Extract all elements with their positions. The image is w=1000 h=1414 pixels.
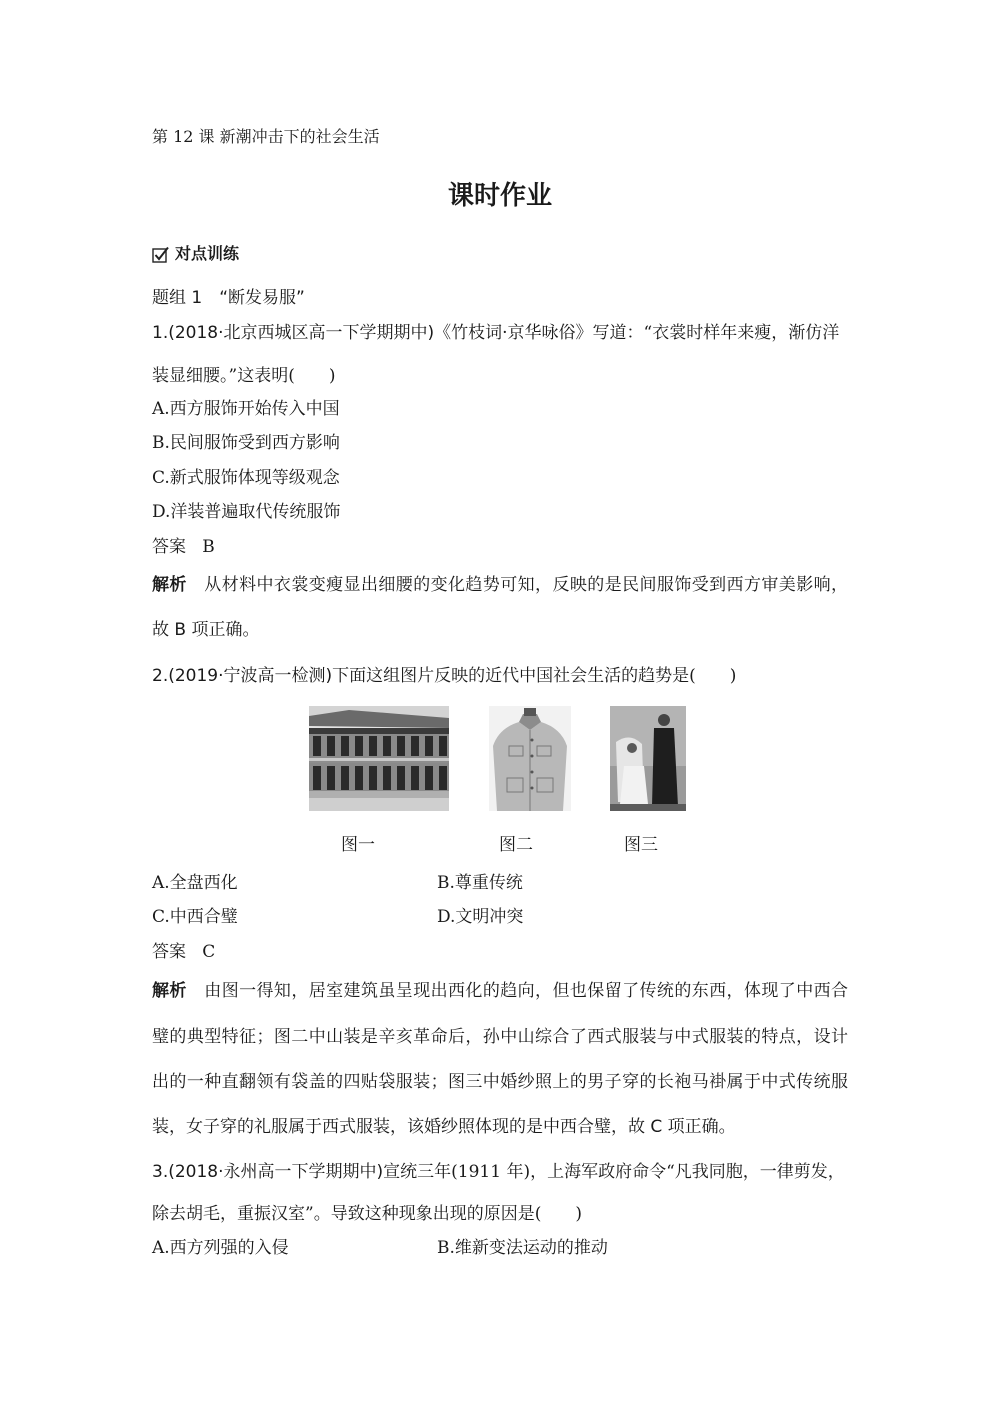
q3-option-b: B.维新变法运动的推动 <box>437 1238 608 1258</box>
q1-answer-value: B <box>202 537 215 557</box>
q1-stem-line2: 装显细腰。”这表明( ) <box>152 366 336 386</box>
q1-option-a: A.西方服饰开始传入中国 <box>152 399 340 419</box>
wedding-photo <box>610 706 686 811</box>
page-title: 课时作业 <box>447 181 552 211</box>
q3-stem-a: 宣统三年(1911 年)，上海军政府命令“凡我同胞，一律剪发， <box>383 1162 845 1182</box>
q2-option-c: C.中西合璧 <box>152 907 238 927</box>
q1-analysis-line2: 故 B 项正确。 <box>152 620 260 640</box>
q2-analysis-line1 <box>152 981 848 1001</box>
q2-stem <box>152 666 736 686</box>
q2-answer <box>152 942 215 962</box>
q1-source: 1.(2018·北京西城区高一下学期期中) <box>152 323 435 343</box>
section-label: 对点训练 <box>175 244 240 263</box>
q1-option-d: D.洋装普遍取代传统服饰 <box>152 502 341 522</box>
checkbox-icon <box>152 246 169 263</box>
q1-option-c: C.新式服饰体现等级观念 <box>152 468 340 488</box>
q1-option-b: B.民间服饰受到西方影响 <box>152 433 340 453</box>
q1-answer <box>152 537 215 557</box>
q2-analysis-line4: 装，女子穿的礼服属于西式服装，该婚纱照体现的是中西合璧，故 C 项正确。 <box>152 1117 736 1137</box>
zhongshan-suit-photo <box>489 706 571 811</box>
q2-option-b: B.尊重传统 <box>437 873 523 893</box>
q2-source: 2.(2019·宁波高一检测) <box>152 666 333 686</box>
q2-answer-label: 答案 <box>152 942 186 962</box>
q1-stem-line1 <box>152 323 848 343</box>
caption-fig3: 图三 <box>624 835 658 855</box>
q3-option-a: A.西方列强的入侵 <box>152 1238 289 1258</box>
q2-option-d: D.文明冲突 <box>437 907 524 927</box>
caption-fig1: 图一 <box>341 835 375 855</box>
q2-analysis-text1: 由图一得知，居室建筑虽呈现出西化的趋向，但也保留了传统的东西，体现了中西合 <box>204 981 849 1001</box>
q1-stem-a: 《竹枝词·京华咏俗》写道：“衣裳时样年来瘦，渐仿洋 <box>434 323 840 343</box>
q1-analysis-line1 <box>152 575 848 595</box>
q2-analysis-line3: 出的一种直翻领有袋盖的四贴袋服装；图三中婚纱照上的男子穿的长袍马褂属于中式传统服 <box>152 1072 848 1092</box>
q3-source: 3.(2018·永州高一下学期期中) <box>152 1162 384 1182</box>
group-heading: 题组 1 “断发易服” <box>152 288 305 308</box>
q2-analysis-label: 解析 <box>152 981 187 1001</box>
q1-analysis-text1: 从材料中衣裳变瘦显出细腰的变化趋势可知，反映的是民间服饰受到西方审美影响， <box>204 575 849 595</box>
building-photo <box>309 706 449 811</box>
q2-answer-value: C <box>202 942 216 962</box>
section-heading <box>152 244 239 264</box>
chapter-title: 第 12 课 新潮冲击下的社会生活 <box>152 127 380 146</box>
q2-option-a: A.全盘西化 <box>152 873 238 893</box>
q3-stem-line2: 除去胡毛，重振汉室”。导致这种现象出现的原因是( ) <box>152 1204 582 1224</box>
q1-analysis-label: 解析 <box>152 575 187 595</box>
q2-stem-text: 下面这组图片反映的近代中国社会生活的趋势是( ) <box>332 666 737 686</box>
q1-answer-label: 答案 <box>152 537 186 557</box>
q2-analysis-line2: 璧的典型特征；图二中山装是辛亥革命后，孙中山综合了西式服装与中式服装的特点，设计 <box>152 1027 848 1047</box>
caption-fig2: 图二 <box>499 835 533 855</box>
q3-stem-line1 <box>152 1162 845 1182</box>
